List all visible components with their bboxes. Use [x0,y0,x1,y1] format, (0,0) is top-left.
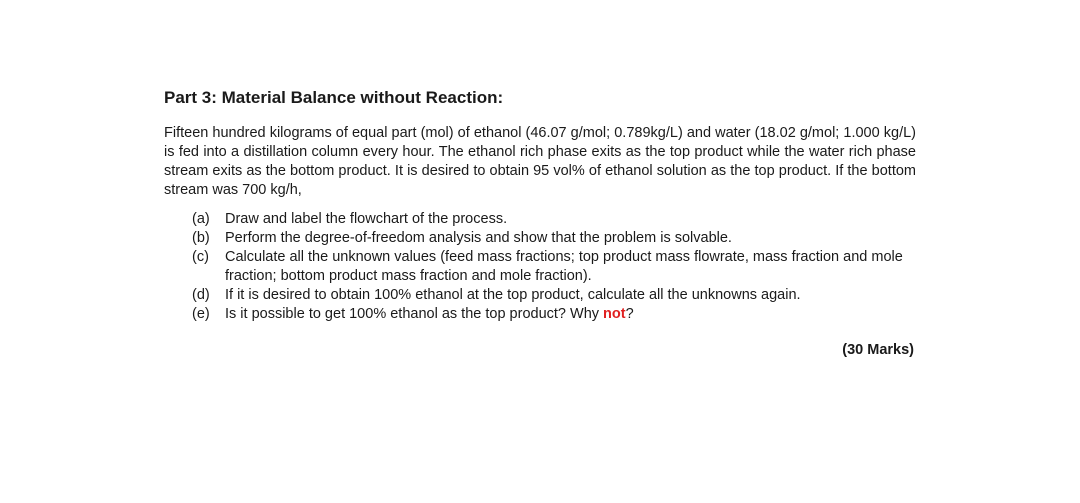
marks-label: (30 Marks) [842,342,914,358]
problem-statement: Fifteen hundred kilograms of equal part (mol) of ethanol (46.07 g/mol; 0.789kg/L) and water (18.02 g/mol; 1.000 kg/L) is fed into a distillation column every hour. The ethanol rich phase exits as the top product while the water rich phase stream exits as the bottom product. It is desired to obtain 95 vol% of ethanol solution as the top product. If the bottom stream was 700 kg/h, [164,125,916,198]
section-title: Part 3: Material Balance without Reaction: [164,88,504,107]
question-item-e [192,305,916,324]
question-item-b [192,229,916,248]
question-text-start: Is it possible to get 100% ethanol as the top product? Why [225,306,604,322]
document-page [164,86,916,360]
question-text: If it is desired to obtain 100% ethanol at the top product, calculate all the unknowns again. [225,287,801,303]
emphasized-word: not [603,306,626,322]
question-label: (d) [192,287,210,303]
question-label: (a) [192,211,210,227]
question-text-end: ? [625,306,634,322]
question-item-a [192,210,916,229]
question-item-d [192,286,916,305]
question-label: (b) [192,230,210,246]
question-list [164,210,916,324]
question-item-c [192,248,916,286]
question-label: (c) [192,249,209,265]
question-text: Draw and label the flowchart of the process. [225,211,508,227]
question-text [225,305,916,324]
question-label: (e) [192,306,210,322]
question-text: Calculate all the unknown values (feed mass fractions; top product mass flowrate, mass fraction and mole fraction; bottom product mass fraction and mole fraction). [225,249,903,284]
question-text: Perform the degree-of-freedom analysis and show that the problem is solvable. [225,230,732,246]
